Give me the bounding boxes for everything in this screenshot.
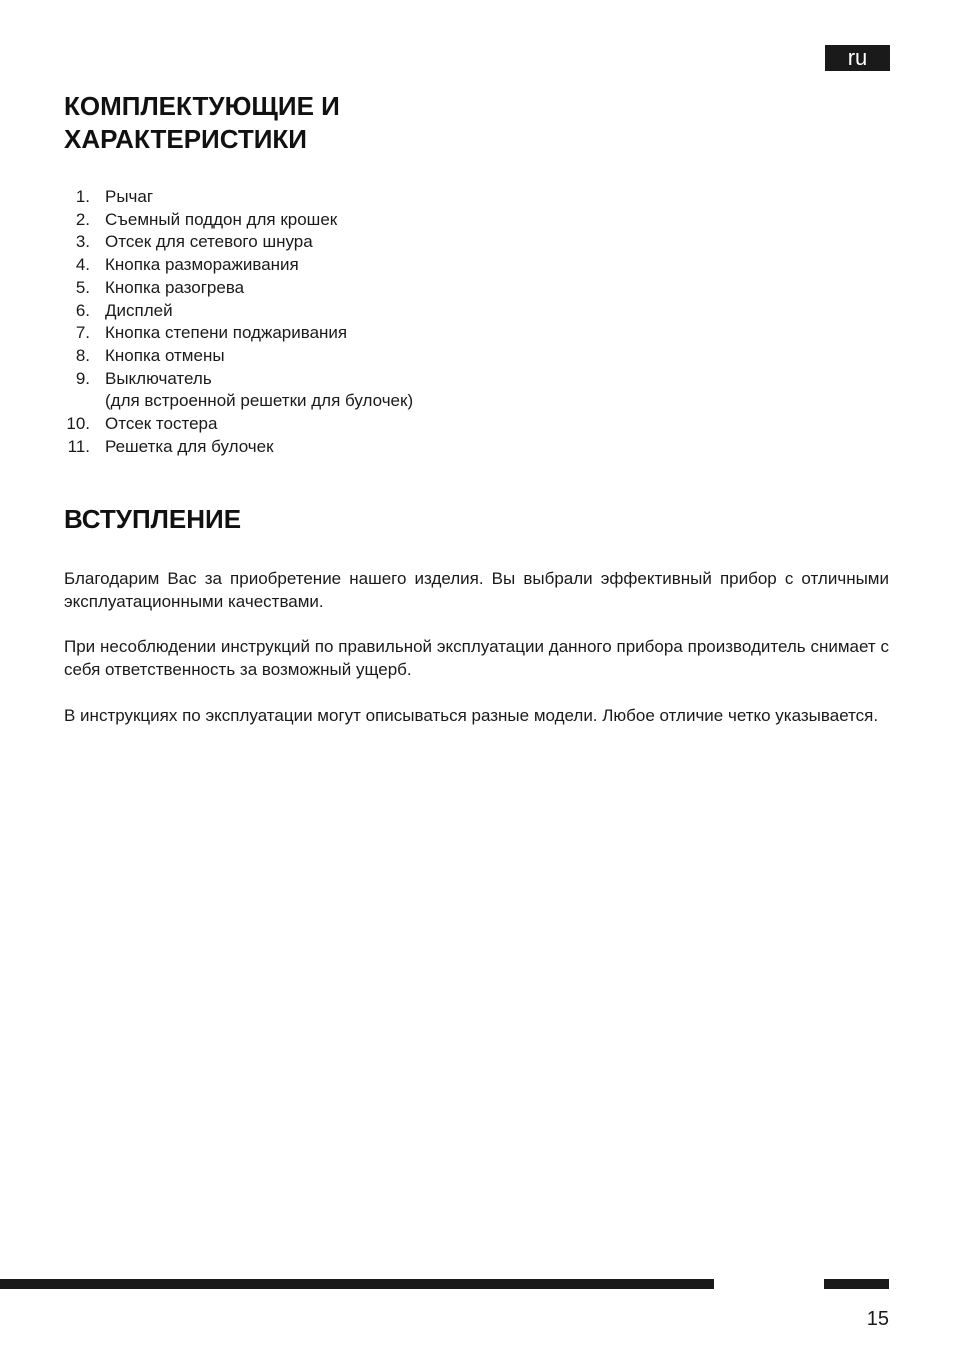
- list-item-continuation: [64, 390, 413, 413]
- components-heading: [64, 90, 340, 156]
- list-item: [64, 186, 413, 209]
- list-item-number: 2.: [75, 209, 90, 229]
- intro-paragraph-1: Благодарим Вас за приобретение нашего изделия. Вы выбрали эффективный прибор с отличными эксплуатационными качествами.: [64, 569, 889, 611]
- list-item: [64, 231, 413, 254]
- list-item: [64, 368, 413, 391]
- list-item: [64, 254, 413, 277]
- list-item: [64, 300, 413, 323]
- list-item-text: Выключатель: [105, 368, 212, 388]
- list-item-number: 10.: [66, 414, 90, 434]
- list-item-number: 11.: [67, 436, 90, 456]
- list-item-text: Решетка для булочек: [105, 436, 274, 456]
- list-item-text: Отсек для сетевого шнура: [105, 232, 313, 252]
- list-item: [64, 209, 413, 232]
- list-item-number: 8.: [75, 345, 90, 365]
- list-item: [64, 322, 413, 345]
- list-item-text: Рычаг: [105, 187, 154, 206]
- list-item-number: 7.: [75, 323, 90, 343]
- intro-paragraph-2: При несоблюдении инструкций по правильной эксплуатации данного прибора производитель снимает с себя ответственность за возможный ущерб.: [64, 637, 889, 679]
- list-item-number: 3.: [75, 232, 90, 252]
- components-list: [64, 186, 413, 458]
- list-item-number: 4.: [75, 255, 90, 275]
- list-item-text: Дисплей: [105, 300, 173, 320]
- list-item: [64, 345, 413, 368]
- list-item: [64, 436, 413, 459]
- language-badge: ru: [825, 45, 890, 71]
- list-item-text: (для встроенной решетки для булочек): [105, 391, 414, 411]
- list-item-number: 9.: [75, 368, 90, 388]
- footer-divider-right: [824, 1279, 889, 1289]
- footer-divider-left: [0, 1279, 714, 1289]
- components-heading-line2: ХАРАКТЕРИСТИКИ: [64, 124, 307, 154]
- intro-heading: ВСТУПЛЕНИЕ: [64, 504, 242, 534]
- list-item: [64, 413, 413, 436]
- list-item: [64, 277, 413, 300]
- list-item-text: Кнопка степени поджаривания: [105, 323, 348, 343]
- list-item-text: Съемный поддон для крошек: [105, 209, 338, 229]
- list-item-number: 5.: [75, 277, 90, 297]
- list-item-number: 1.: [75, 187, 90, 206]
- list-item-text: Отсек тостера: [105, 414, 218, 434]
- list-item-number: 6.: [75, 300, 90, 320]
- page-number: 15: [866, 1308, 889, 1330]
- intro-paragraph-3: В инструкциях по эксплуатации могут описываться разные модели. Любое отличие четко указывается.: [64, 706, 879, 725]
- components-heading-line1: КОМПЛЕКТУЮЩИЕ И: [64, 91, 340, 121]
- list-item-text: Кнопка отмены: [105, 345, 225, 365]
- list-item-number: [64, 390, 105, 413]
- list-item-text: Кнопка размораживания: [105, 255, 299, 275]
- list-item-text: Кнопка разогрева: [105, 277, 245, 297]
